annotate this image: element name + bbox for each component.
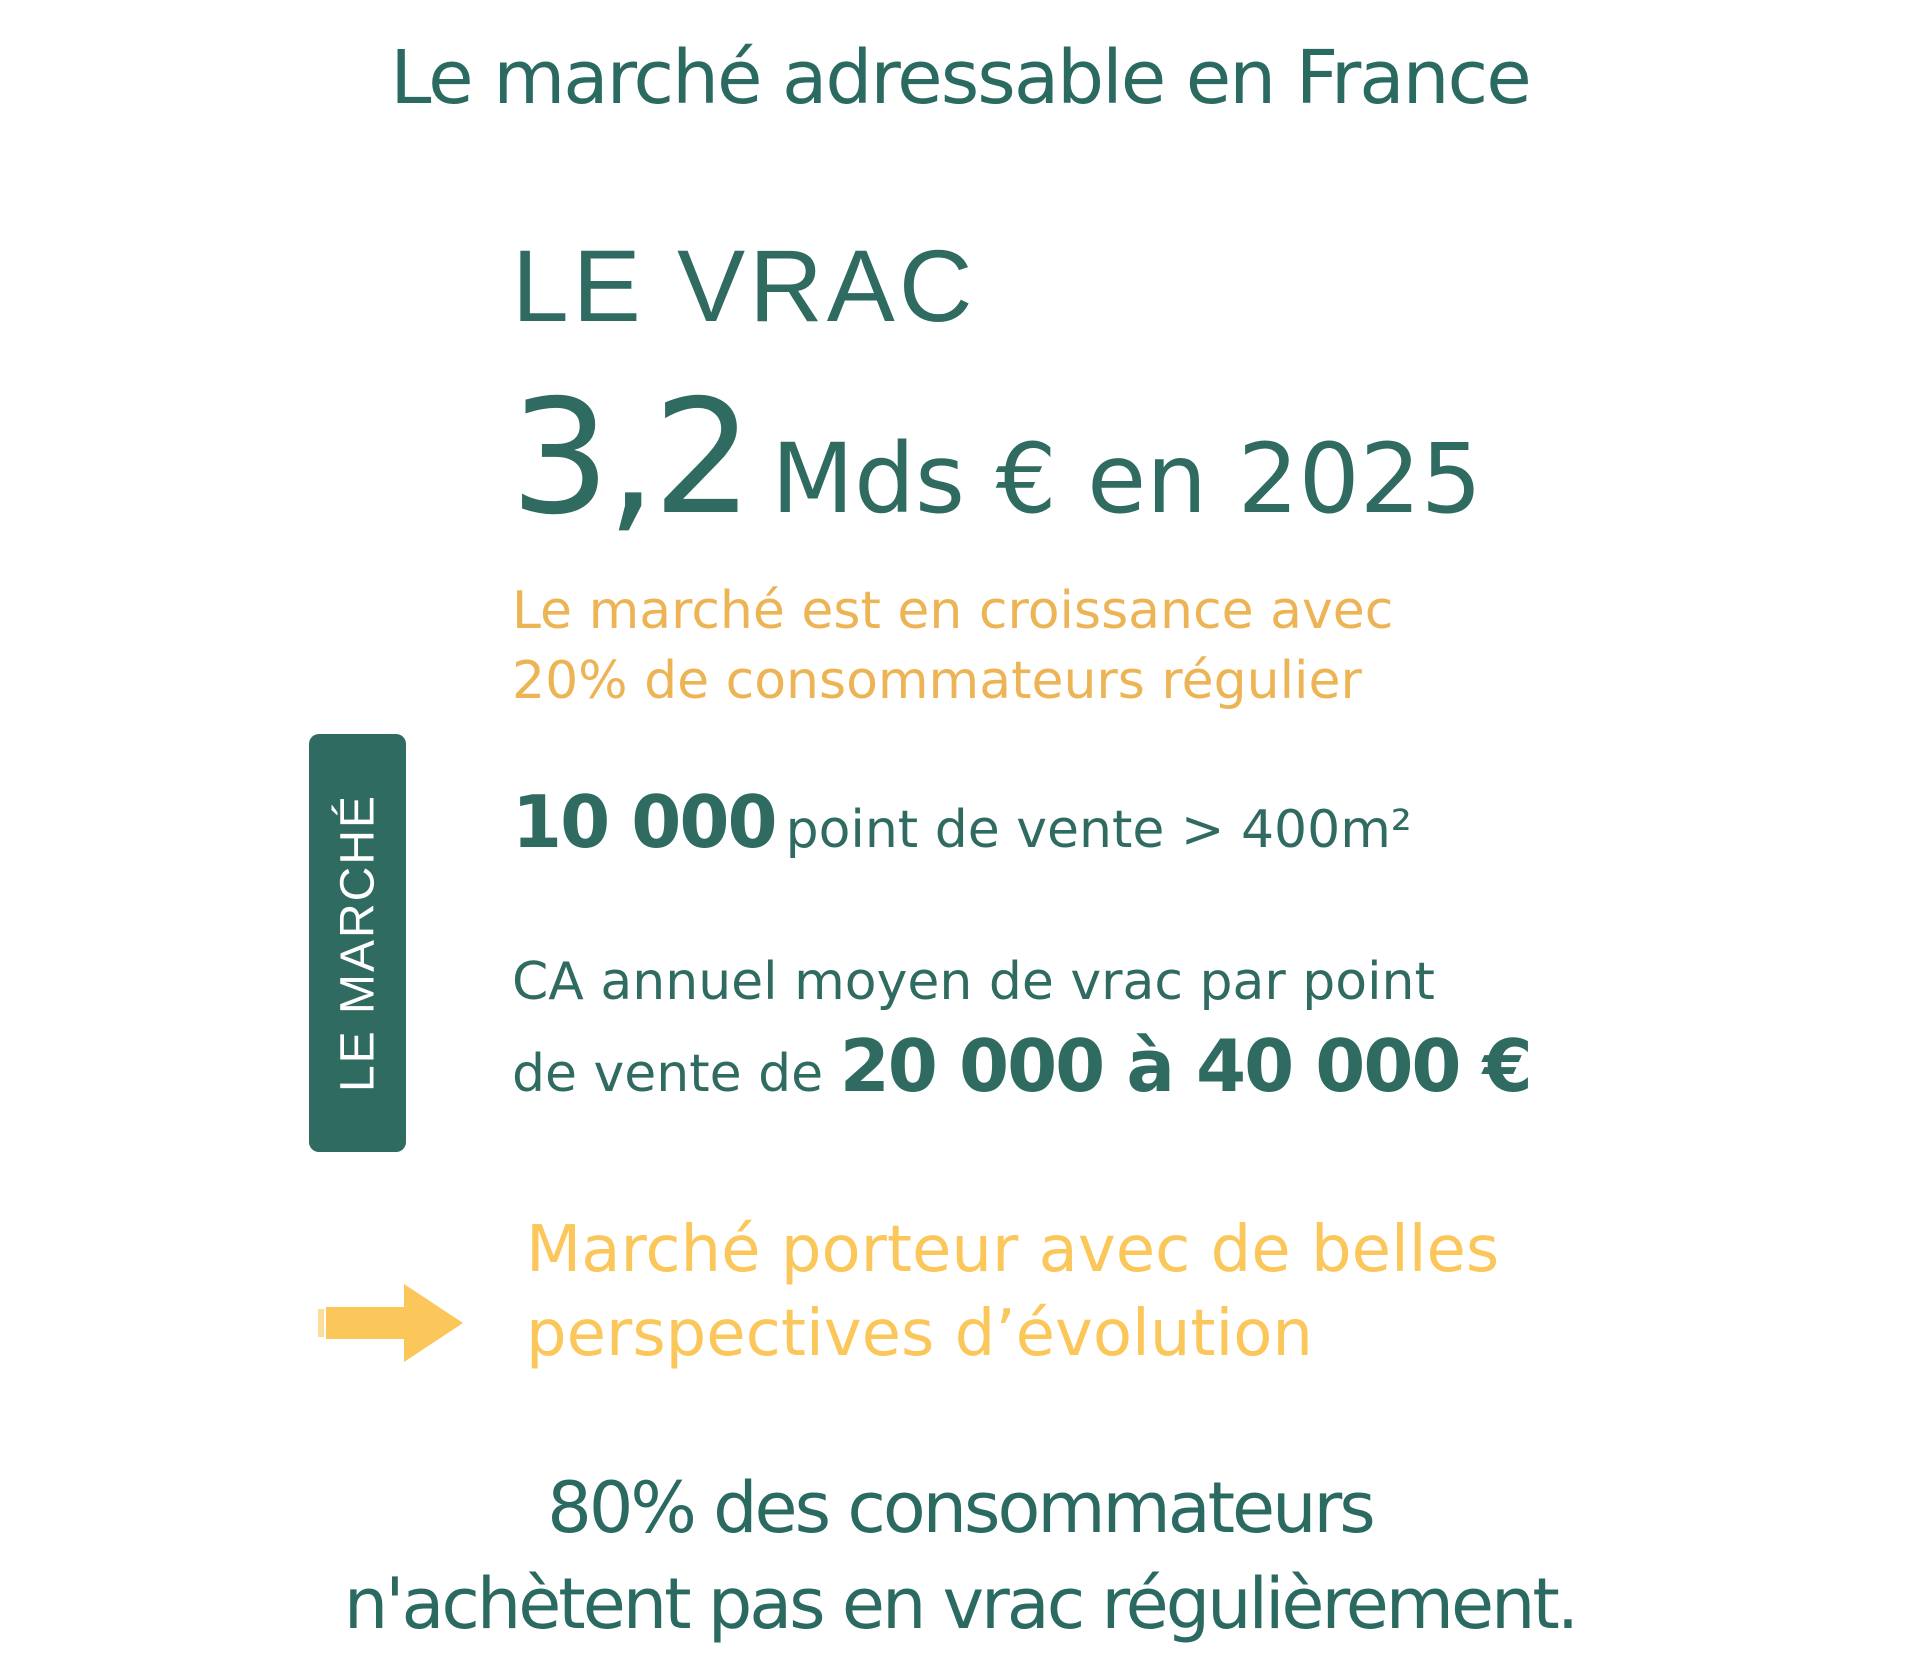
market-size-number: 3,2 [510, 366, 750, 550]
stores-count: 10 000 [512, 780, 776, 864]
section-heading: LE VRAC [512, 229, 977, 343]
stores-stat [512, 780, 1412, 864]
footer-note [0, 1460, 1920, 1652]
market-size-unit: Mds € en 2025 [771, 423, 1482, 535]
conclusion-text [526, 1208, 1499, 1376]
stores-text: point de vente > 400m² [785, 800, 1412, 860]
revenue-prefix: de vente de [512, 1044, 824, 1104]
revenue-stat [512, 940, 1531, 1116]
revenue-range: 20 000 à 40 000 € [839, 1024, 1531, 1108]
growth-text [512, 576, 1393, 716]
growth-line-1: Le marché est en croissance avec [512, 581, 1394, 641]
page-title: Le marché adressable en France [390, 35, 1530, 121]
footer-line-2: n'achètent pas en vrac régulièrement. [343, 1563, 1577, 1645]
revenue-line-2 [512, 1024, 1531, 1116]
side-label: LE MARCHÉ [331, 793, 384, 1093]
growth-line-2: 20% de consommateurs régulier [512, 651, 1362, 711]
revenue-line-1: CA annuel moyen de vrac par point [512, 952, 1435, 1012]
conclusion-line-1: Marché porteur avec de belles [526, 1213, 1500, 1287]
market-size [510, 368, 1482, 597]
side-label-box [309, 734, 406, 1152]
conclusion-line-2: perspectives d’évolution [526, 1297, 1313, 1371]
arrow-right-icon [318, 1282, 463, 1364]
footer-line-1: 80% des consommateurs [547, 1467, 1373, 1549]
